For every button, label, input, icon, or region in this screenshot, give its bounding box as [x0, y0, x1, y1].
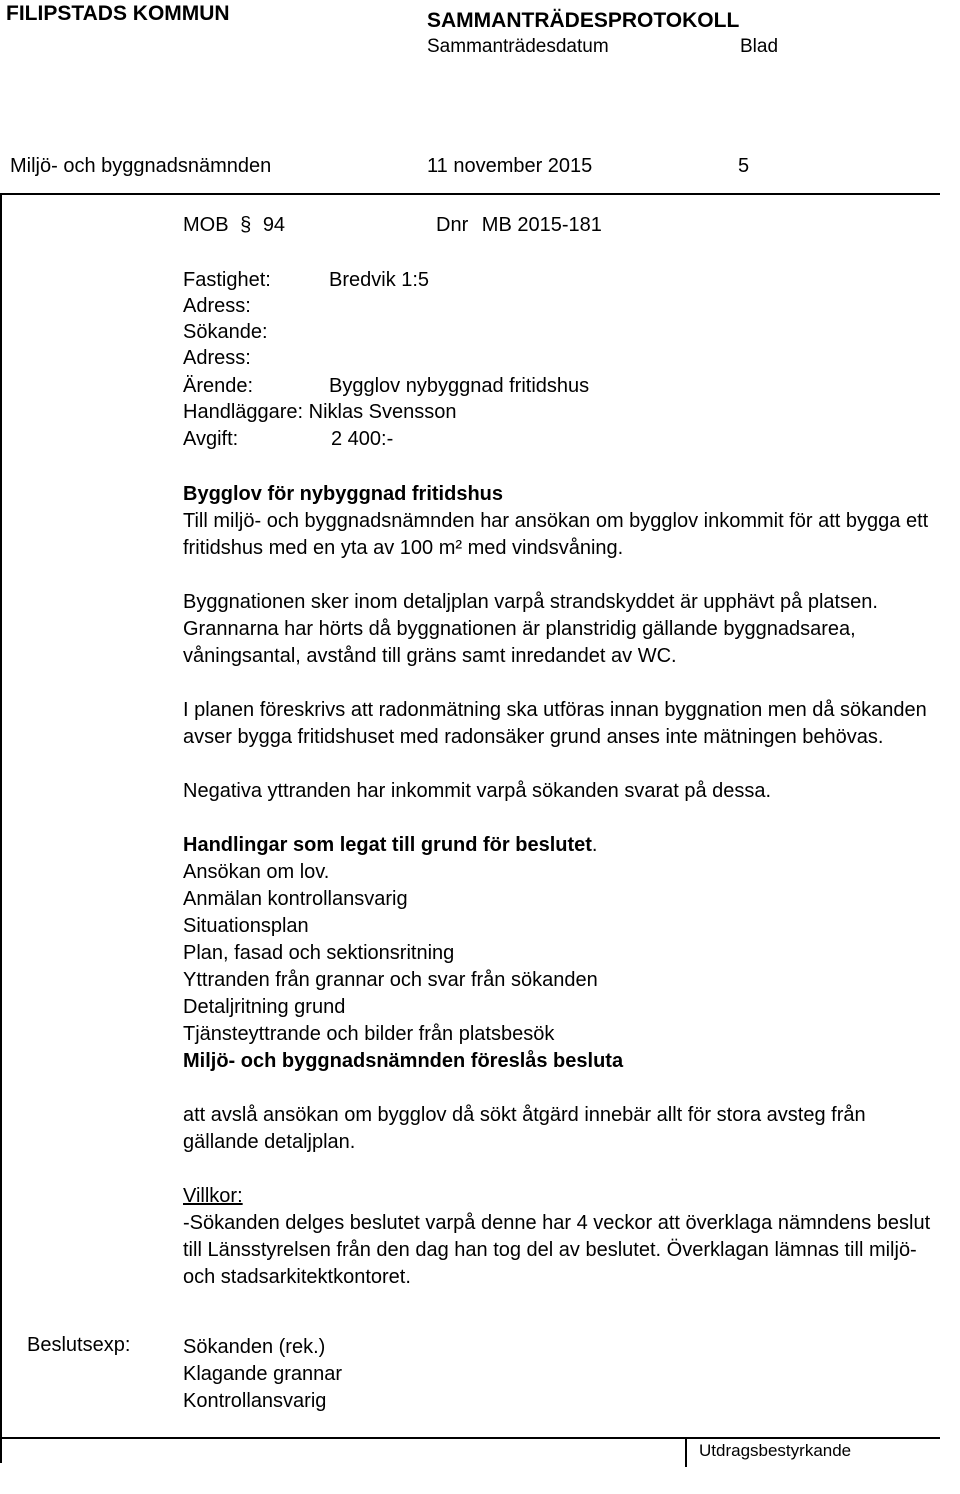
docs-heading	[183, 832, 943, 859]
section-heading: Bygglov för nybyggnad fritidshus	[183, 483, 504, 505]
paragraph-prefix: MOB	[183, 214, 229, 236]
list-item: Kontrollansvarig	[183, 1390, 327, 1412]
paragraph-sign: §	[240, 214, 252, 236]
intro-paragraph: Till miljö- och byggnadsnämnden har ansökan om bygglov inkommit för att bygga ett fritidshus med en yta av 100 m² med vindsvåning.	[183, 510, 929, 559]
decision-text: att avslå ansökan om bygglov då sökt åtgärd innebär allt för stora avsteg från gällande detaljplan.	[183, 1104, 866, 1153]
date-label: Sammanträdesdatum	[427, 36, 609, 57]
dnr-value: MB 2015-181	[481, 214, 602, 236]
page-number: 5	[738, 155, 750, 177]
arende-value: Bygglov nybyggnad fritidshus	[329, 375, 590, 397]
paragraph-number: 94	[262, 214, 286, 236]
handlaggare-value: Niklas Svensson	[308, 401, 457, 423]
beslutsexp-label: Beslutsexp:	[27, 1334, 131, 1356]
conditions-text: -Sökanden delges beslutet varpå denne har 4 veckor att överklaga nämndens beslut till Länsstyrelsen från den dag han tog del av beslutet. Överklagan lämnas till miljö- och stadsarkitektkontoret.	[183, 1212, 931, 1288]
dnr	[436, 214, 602, 237]
footer-rule	[0, 1437, 940, 1439]
fastighet-value: Bredvik 1:5	[329, 269, 430, 291]
page-label: Blad	[740, 36, 779, 57]
meeting-date: 11 november 2015	[427, 155, 593, 177]
header-rule	[0, 193, 940, 195]
document-type: SAMMANTRÄDESPROTOKOLL	[427, 9, 740, 32]
list-item: Anmälan kontrollansvarig	[183, 888, 408, 910]
paragraph-3: I planen föreskrivs att radonmätning ska utföras innan byggnation men då sökanden avser bygga fritidshuset med radonsäker grund anses inte mätningen behövas.	[183, 699, 927, 748]
docs-heading-text: Handlingar som legat till grund för beslutet	[183, 834, 592, 856]
list-item: Sökanden (rek.)	[183, 1336, 326, 1358]
paragraph-4: Negativa yttranden har inkommit varpå sökanden svarat på dessa.	[183, 780, 772, 802]
left-border	[0, 193, 2, 1463]
adress-label-2: Adress:	[183, 347, 251, 369]
avgift-value: 2 400:-	[331, 428, 394, 450]
paragraph-ref	[183, 214, 285, 237]
docs-heading-period: .	[591, 834, 598, 856]
certification-label: Utdragsbestyrkande	[699, 1441, 852, 1460]
dnr-label: Dnr	[436, 214, 469, 236]
arende-label: Ärende:	[183, 375, 254, 397]
org-name: FILIPSTADS KOMMUN	[6, 2, 230, 25]
handlaggare-label: Handläggare:	[183, 401, 304, 423]
committee-name: Miljö- och byggnadsnämnden	[10, 155, 272, 177]
sokande-label: Sökande:	[183, 321, 268, 343]
list-item: Klagande grannar	[183, 1363, 343, 1385]
list-item: Ansökan om lov.	[183, 861, 330, 883]
list-item: Tjänsteyttrande och bilder från platsbesök	[183, 1023, 555, 1045]
handlaggare	[183, 401, 457, 424]
fastighet-label: Fastighet:	[183, 269, 271, 291]
proposal-heading: Miljö- och byggnadsnämnden föreslås besluta	[183, 1050, 624, 1072]
recipient-list	[183, 1334, 342, 1415]
avgift-label: Avgift:	[183, 428, 239, 450]
list-item: Yttranden från grannar och svar från sökanden	[183, 969, 598, 991]
docs-list	[183, 859, 943, 1048]
footer-divider	[685, 1437, 687, 1467]
list-item: Plan, fasad och sektionsritning	[183, 942, 455, 964]
adress-label: Adress:	[183, 295, 251, 317]
list-item: Detaljritning grund	[183, 996, 346, 1018]
list-item: Situationsplan	[183, 915, 309, 937]
conditions-label: Villkor:	[183, 1185, 243, 1207]
paragraph-2: Byggnationen sker inom detaljplan varpå strandskyddet är upphävt på platsen. Grannarna har hörts då byggnationen är planstridig gällande byggnadsarea, våningsantal, avstånd till gräns samt inredandet av WC.	[183, 591, 878, 667]
decision-body	[183, 481, 943, 1291]
